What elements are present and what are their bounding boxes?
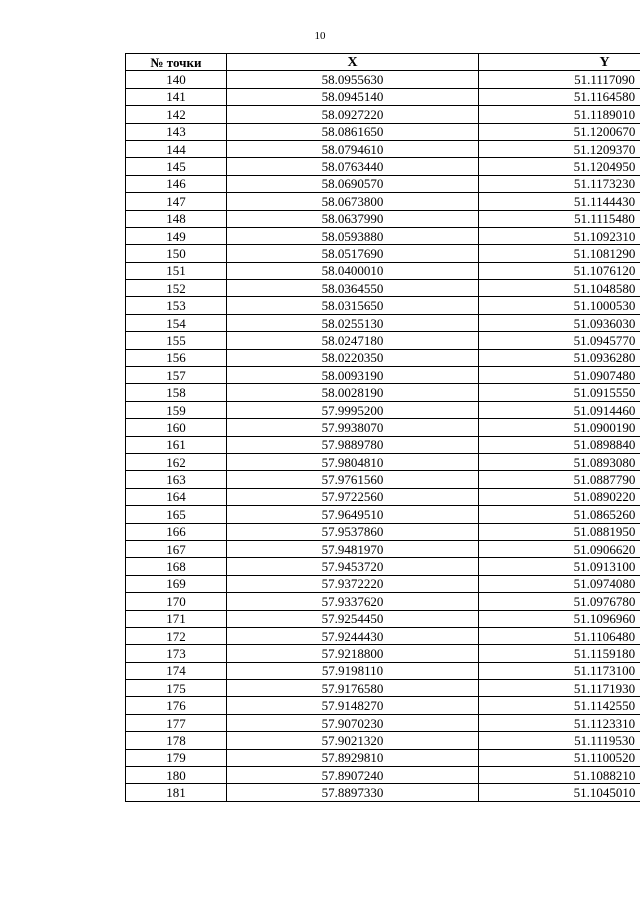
point-number-cell: 174	[126, 662, 227, 679]
x-coordinate-cell: 58.0673800	[227, 193, 479, 210]
table-row	[126, 140, 640, 157]
y-coordinate-cell: 51.1119530	[479, 732, 640, 749]
x-coordinate-cell: 58.0861650	[227, 123, 479, 140]
point-number-cell: 142	[126, 106, 227, 123]
point-number-cell: 178	[126, 732, 227, 749]
table-row	[126, 175, 640, 192]
x-coordinate-cell: 58.0247180	[227, 332, 479, 349]
table-row	[126, 332, 640, 349]
y-coordinate-cell: 51.1115480	[479, 210, 640, 227]
x-coordinate-cell: 58.0517690	[227, 245, 479, 262]
y-coordinate-cell: 51.0913100	[479, 558, 640, 575]
y-coordinate-cell: 51.1000530	[479, 297, 640, 314]
x-coordinate-cell: 58.0593880	[227, 227, 479, 244]
x-coordinate-cell: 57.9218800	[227, 645, 479, 662]
y-coordinate-cell: 51.1076120	[479, 262, 640, 279]
table-row	[126, 314, 640, 331]
x-coordinate-cell: 57.9453720	[227, 558, 479, 575]
point-number-cell: 167	[126, 540, 227, 557]
table-row	[126, 158, 640, 175]
point-number-cell: 168	[126, 558, 227, 575]
y-coordinate-cell: 51.1045010	[479, 784, 640, 801]
table-row	[126, 540, 640, 557]
table-header-row	[126, 54, 640, 71]
point-number-cell: 155	[126, 332, 227, 349]
page-number: 10	[314, 30, 326, 42]
point-number-cell: 181	[126, 784, 227, 801]
point-number-cell: 160	[126, 419, 227, 436]
x-coordinate-cell: 58.0763440	[227, 158, 479, 175]
x-coordinate-cell: 58.0093190	[227, 367, 479, 384]
point-number-cell: 148	[126, 210, 227, 227]
table-row	[126, 280, 640, 297]
table-row	[126, 419, 640, 436]
y-coordinate-cell: 51.0881950	[479, 523, 640, 540]
x-coordinate-cell: 58.0945140	[227, 88, 479, 105]
y-coordinate-cell: 51.0906620	[479, 540, 640, 557]
table-row	[126, 488, 640, 505]
point-number-cell: 171	[126, 610, 227, 627]
x-coordinate-cell: 57.8929810	[227, 749, 479, 766]
y-coordinate-cell: 51.0865260	[479, 506, 640, 523]
x-coordinate-cell: 58.0028190	[227, 384, 479, 401]
point-number-cell: 145	[126, 158, 227, 175]
y-coordinate-cell: 51.1123310	[479, 714, 640, 731]
table-row	[126, 436, 640, 453]
y-coordinate-cell: 51.1164580	[479, 88, 640, 105]
point-number-cell: 147	[126, 193, 227, 210]
table-row	[126, 593, 640, 610]
point-number-cell: 170	[126, 593, 227, 610]
table-row	[126, 349, 640, 366]
y-coordinate-cell: 51.1081290	[479, 245, 640, 262]
y-coordinate-cell: 51.0976780	[479, 593, 640, 610]
x-coordinate-cell: 57.9337620	[227, 593, 479, 610]
x-coordinate-cell: 57.9021320	[227, 732, 479, 749]
table-row	[126, 193, 640, 210]
column-header-x: X	[227, 54, 479, 71]
point-number-cell: 151	[126, 262, 227, 279]
y-coordinate-cell: 51.0900190	[479, 419, 640, 436]
point-number-cell: 159	[126, 401, 227, 418]
y-coordinate-cell: 51.1173100	[479, 662, 640, 679]
x-coordinate-cell: 57.9722560	[227, 488, 479, 505]
x-coordinate-cell: 57.9070230	[227, 714, 479, 731]
table-row	[126, 680, 640, 697]
point-number-cell: 153	[126, 297, 227, 314]
y-coordinate-cell: 51.1173230	[479, 175, 640, 192]
table-row	[126, 523, 640, 540]
x-coordinate-cell: 58.0220350	[227, 349, 479, 366]
y-coordinate-cell: 51.1096960	[479, 610, 640, 627]
x-coordinate-cell: 57.8897330	[227, 784, 479, 801]
point-number-cell: 157	[126, 367, 227, 384]
point-number-cell: 169	[126, 575, 227, 592]
x-coordinate-cell: 58.0364550	[227, 280, 479, 297]
x-coordinate-cell: 57.9244430	[227, 627, 479, 644]
table-row	[126, 262, 640, 279]
table-row	[126, 367, 640, 384]
point-number-cell: 163	[126, 471, 227, 488]
table-body	[126, 71, 640, 801]
column-header-point-number: № точки	[126, 54, 227, 71]
y-coordinate-cell: 51.1144430	[479, 193, 640, 210]
x-coordinate-cell: 57.9254450	[227, 610, 479, 627]
coordinates-table	[125, 53, 640, 802]
y-coordinate-cell: 51.1106480	[479, 627, 640, 644]
point-number-cell: 162	[126, 453, 227, 470]
x-coordinate-cell: 57.9198110	[227, 662, 479, 679]
table-row	[126, 453, 640, 470]
table-row	[126, 767, 640, 784]
point-number-cell: 141	[126, 88, 227, 105]
point-number-cell: 149	[126, 227, 227, 244]
y-coordinate-cell: 51.1142550	[479, 697, 640, 714]
point-number-cell: 158	[126, 384, 227, 401]
x-coordinate-cell: 57.9481970	[227, 540, 479, 557]
point-number-cell: 175	[126, 680, 227, 697]
table-row	[126, 714, 640, 731]
table-row	[126, 471, 640, 488]
table-row	[126, 297, 640, 314]
x-coordinate-cell: 58.0794610	[227, 140, 479, 157]
point-number-cell: 156	[126, 349, 227, 366]
x-coordinate-cell: 57.9372220	[227, 575, 479, 592]
table-row	[126, 749, 640, 766]
y-coordinate-cell: 51.0914460	[479, 401, 640, 418]
table-row	[126, 71, 640, 88]
y-coordinate-cell: 51.1171930	[479, 680, 640, 697]
y-coordinate-cell: 51.1048580	[479, 280, 640, 297]
table-row	[126, 627, 640, 644]
table-row	[126, 697, 640, 714]
y-coordinate-cell: 51.1117090	[479, 71, 640, 88]
table-row	[126, 210, 640, 227]
table-row	[126, 227, 640, 244]
y-coordinate-cell: 51.1204950	[479, 158, 640, 175]
x-coordinate-cell: 57.9537860	[227, 523, 479, 540]
column-header-y: Y	[479, 54, 640, 71]
y-coordinate-cell: 51.0890220	[479, 488, 640, 505]
table-row	[126, 610, 640, 627]
x-coordinate-cell: 57.9889780	[227, 436, 479, 453]
point-number-cell: 146	[126, 175, 227, 192]
point-number-cell: 150	[126, 245, 227, 262]
y-coordinate-cell: 51.1209370	[479, 140, 640, 157]
y-coordinate-cell: 51.0893080	[479, 453, 640, 470]
x-coordinate-cell: 57.9938070	[227, 419, 479, 436]
x-coordinate-cell: 58.0637990	[227, 210, 479, 227]
y-coordinate-cell: 51.1189010	[479, 106, 640, 123]
x-coordinate-cell: 57.9761560	[227, 471, 479, 488]
x-coordinate-cell: 57.9176580	[227, 680, 479, 697]
x-coordinate-cell: 58.0690570	[227, 175, 479, 192]
x-coordinate-cell: 57.9995200	[227, 401, 479, 418]
table-row	[126, 88, 640, 105]
table-row	[126, 662, 640, 679]
x-coordinate-cell: 57.8907240	[227, 767, 479, 784]
y-coordinate-cell: 51.0936030	[479, 314, 640, 331]
point-number-cell: 173	[126, 645, 227, 662]
point-number-cell: 180	[126, 767, 227, 784]
x-coordinate-cell: 57.9804810	[227, 453, 479, 470]
point-number-cell: 152	[126, 280, 227, 297]
point-number-cell: 143	[126, 123, 227, 140]
point-number-cell: 179	[126, 749, 227, 766]
x-coordinate-cell: 58.0255130	[227, 314, 479, 331]
y-coordinate-cell: 51.1092310	[479, 227, 640, 244]
x-coordinate-cell: 57.9649510	[227, 506, 479, 523]
y-coordinate-cell: 51.1159180	[479, 645, 640, 662]
point-number-cell: 140	[126, 71, 227, 88]
table-row	[126, 645, 640, 662]
x-coordinate-cell: 58.0315650	[227, 297, 479, 314]
table-row	[126, 401, 640, 418]
table-row	[126, 732, 640, 749]
point-number-cell: 176	[126, 697, 227, 714]
x-coordinate-cell: 58.0400010	[227, 262, 479, 279]
table-row	[126, 506, 640, 523]
x-coordinate-cell: 57.9148270	[227, 697, 479, 714]
table-row	[126, 784, 640, 801]
point-number-cell: 164	[126, 488, 227, 505]
y-coordinate-cell: 51.0915550	[479, 384, 640, 401]
point-number-cell: 172	[126, 627, 227, 644]
point-number-cell: 165	[126, 506, 227, 523]
point-number-cell: 144	[126, 140, 227, 157]
y-coordinate-cell: 51.1100520	[479, 749, 640, 766]
point-number-cell: 166	[126, 523, 227, 540]
x-coordinate-cell: 58.0927220	[227, 106, 479, 123]
table-row	[126, 123, 640, 140]
point-number-cell: 161	[126, 436, 227, 453]
table-row	[126, 558, 640, 575]
y-coordinate-cell: 51.0974080	[479, 575, 640, 592]
y-coordinate-cell: 51.1088210	[479, 767, 640, 784]
y-coordinate-cell: 51.0945770	[479, 332, 640, 349]
table-row	[126, 245, 640, 262]
y-coordinate-cell: 51.0898840	[479, 436, 640, 453]
y-coordinate-cell: 51.1200670	[479, 123, 640, 140]
y-coordinate-cell: 51.0936280	[479, 349, 640, 366]
x-coordinate-cell: 58.0955630	[227, 71, 479, 88]
point-number-cell: 177	[126, 714, 227, 731]
y-coordinate-cell: 51.0887790	[479, 471, 640, 488]
point-number-cell: 154	[126, 314, 227, 331]
y-coordinate-cell: 51.0907480	[479, 367, 640, 384]
table-row	[126, 106, 640, 123]
table-row	[126, 384, 640, 401]
table-row	[126, 575, 640, 592]
